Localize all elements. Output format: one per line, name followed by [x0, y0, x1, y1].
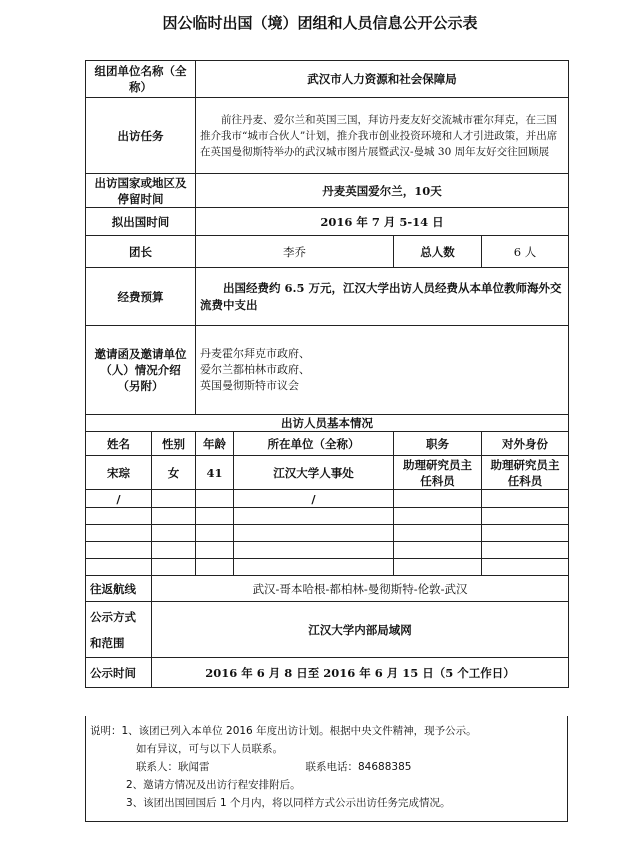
task-value: 前往丹麦、爱尔兰和英国三国，拜访丹麦友好交流城市霍尔拜克，在三国推介我市“城市合伙人”计划，推介我市创业投资环境和人才引进政策，并出席在英国曼彻斯特举办的武汉城市图片展暨武汉-曼城 30 周年友好交往回顾展	[196, 98, 569, 174]
note-line: 说明：1、该团已列入本单位 2016 年度出访计划。根据中央文件精神，现予公示。	[90, 725, 477, 737]
period-label: 公示时间	[86, 658, 152, 688]
empty-member-row	[86, 525, 569, 542]
empty-member-row	[86, 542, 569, 559]
page-title: 因公临时出国（境）团组和人员信息公开公示表	[162, 14, 478, 32]
member-name: 宋琮	[86, 456, 152, 490]
scope-label: 公示方式和范围	[86, 602, 152, 658]
period-row	[86, 658, 569, 688]
member-identity: 助理研究员主任科员	[482, 456, 569, 490]
invitation-label: 邀请函及邀请单位（人）情况介绍（另附）	[86, 326, 196, 415]
member-name: /	[86, 490, 152, 508]
leader-value: 李乔	[196, 236, 394, 268]
task-row	[86, 98, 569, 174]
invitation-row	[86, 326, 569, 415]
header-identity: 对外身份	[482, 432, 569, 456]
invitation-item: 丹麦霍尔拜克市政府、	[200, 347, 310, 360]
member-age	[196, 490, 234, 508]
task-label: 出访任务	[86, 98, 196, 174]
budget-value: 出国经费约 6.5 万元，江汉大学出访人员经费从本单位教师海外交流费中支出	[196, 268, 569, 326]
empty-member-row	[86, 508, 569, 525]
header-name: 姓名	[86, 432, 152, 456]
route-row	[86, 576, 569, 602]
members-section-row	[86, 415, 569, 432]
empty-member-row	[86, 559, 569, 576]
invitation-list	[196, 326, 569, 415]
group-unit-label: 组团单位名称（全称）	[86, 61, 196, 98]
member-position	[394, 490, 482, 508]
note-line: 如有异议，可与以下人员联系。	[136, 743, 283, 755]
group-unit-value: 武汉市人力资源和社会保障局	[196, 61, 569, 98]
route-value: 武汉-哥本哈根-都柏林-曼彻斯特-伦敦-武汉	[152, 576, 569, 602]
members-section-title: 出访人员基本情况	[86, 415, 569, 432]
budget-row	[86, 268, 569, 326]
note-line: 2、邀请方情况及出访行程安排附后。	[126, 779, 301, 791]
budget-label: 经费预算	[86, 268, 196, 326]
countries-value: 丹麦英国爱尔兰，10天	[196, 174, 569, 208]
scope-value: 江汉大学内部局域网	[152, 602, 569, 658]
member-gender	[152, 490, 196, 508]
contact-person: 联系人：耿闻雷	[136, 761, 210, 773]
member-row	[86, 456, 569, 490]
member-row	[86, 490, 569, 508]
contact-phone: 联系电话：84688385	[305, 761, 412, 773]
scope-row	[86, 602, 569, 658]
route-label: 往返航线	[86, 576, 152, 602]
countries-label: 出访国家或地区及停留时间	[86, 174, 196, 208]
date-value: 2016 年 7 月 5-14 日	[196, 208, 569, 236]
total-label: 总人数	[394, 236, 482, 268]
members-header-row	[86, 432, 569, 456]
member-unit: /	[234, 490, 394, 508]
group-unit-row	[86, 61, 569, 98]
member-unit: 江汉大学人事处	[234, 456, 394, 490]
invitation-item: 英国曼彻斯特市议会	[200, 379, 299, 392]
header-position: 职务	[394, 432, 482, 456]
note-line: 3、该团出国回国后 1 个月内，将以同样方式公示出访任务完成情况。	[126, 797, 451, 809]
countries-row	[86, 174, 569, 208]
info-table	[85, 60, 569, 688]
header-gender: 性别	[152, 432, 196, 456]
leader-label: 团长	[86, 236, 196, 268]
member-age: 41	[196, 456, 234, 490]
member-identity	[482, 490, 569, 508]
member-gender: 女	[152, 456, 196, 490]
leader-row	[86, 236, 569, 268]
period-value: 2016 年 6 月 8 日至 2016 年 6 月 15 日（5 个工作日）	[152, 658, 569, 688]
invitation-item: 爱尔兰都柏林市政府、	[200, 363, 310, 376]
header-unit: 所在单位（全称）	[234, 432, 394, 456]
header-age: 年龄	[196, 432, 234, 456]
member-position: 助理研究员主任科员	[394, 456, 482, 490]
total-value: 6 人	[482, 236, 569, 268]
date-row	[86, 208, 569, 236]
date-label: 拟出国时间	[86, 208, 196, 236]
notes-box	[85, 716, 568, 822]
contact-line	[90, 758, 563, 776]
